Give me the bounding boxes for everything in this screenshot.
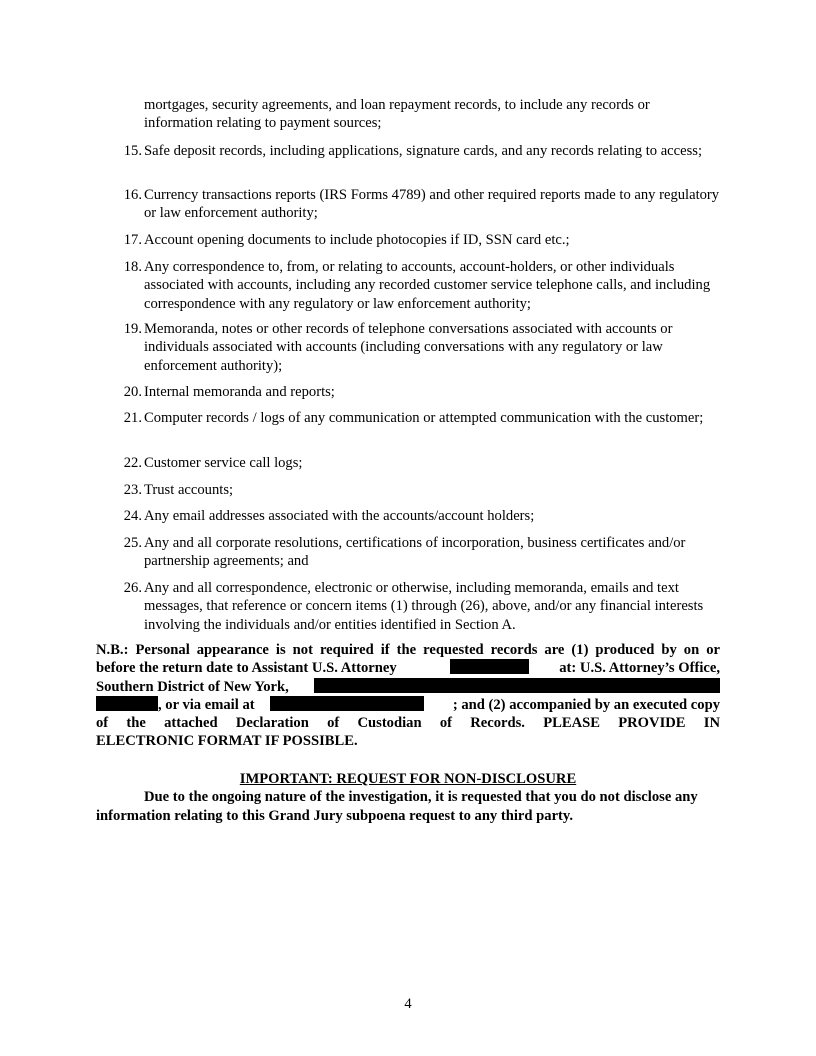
- section-heading: IMPORTANT: REQUEST FOR NON-DISCLOSURE: [239, 771, 577, 787]
- nb-text: ; and (2) accompanied by an executed copy: [452, 696, 720, 713]
- list-item-text: Any email addresses associated with the accounts/account holders;: [144, 508, 535, 524]
- nb-line: ELECTRONIC FORMAT IF POSSIBLE.: [96, 733, 358, 750]
- list-item-number: 23.: [123, 482, 142, 498]
- list-item: [123, 383, 720, 401]
- list-item-text: Customer service call logs;: [144, 455, 303, 471]
- list-item: [123, 231, 720, 249]
- list-item: [123, 507, 720, 525]
- redaction-block: [270, 696, 424, 711]
- list-item-number: 25.: [123, 535, 142, 551]
- list-item-text: Any and all correspondence, electronic or otherwise, including memoranda, emails and text messages, that reference or concern items (1) through (26), above, and/or any financial interests involving the individuals and/or entities identified in Section A.: [144, 580, 704, 633]
- list-item: [123, 320, 720, 375]
- list-item: [123, 409, 720, 427]
- list-item-number: 16.: [123, 187, 142, 203]
- list-item-text: Trust accounts;: [144, 482, 234, 498]
- list-item-text: Currency transactions reports (IRS Forms 4789) and other required reports made to any regulatory or law enforcement authority;: [144, 187, 720, 222]
- nb-line: [96, 678, 720, 696]
- list-item-number: 18.: [123, 259, 142, 275]
- list-item-text: Any correspondence to, from, or relating to accounts, account-holders, or other individuals associated with accounts, including any recorded customer service telephone calls, and including correspondence with any regulatory or law enforcement authority;: [144, 259, 711, 312]
- nb-text: at: U.S. Attorney’s Office,: [559, 660, 720, 677]
- redaction-block: [96, 696, 158, 711]
- list-item-number: 26.: [123, 580, 142, 596]
- list-item: [123, 579, 720, 634]
- list-item: [123, 481, 720, 499]
- nb-line: [96, 659, 720, 677]
- nb-line: of the attached Declaration of Custodian of Records. PLEASE PROVIDE IN: [96, 715, 720, 732]
- list-item-text: Internal memoranda and reports;: [144, 384, 335, 400]
- non-disclosure-section: [96, 770, 720, 825]
- list-item: [123, 454, 720, 472]
- nb-text: before the return date to Assistant U.S. Attorney: [96, 660, 397, 677]
- list-item: [123, 534, 720, 571]
- section-body: Due to the ongoing nature of the investigation, it is requested that you do not disclose any information relating to this Grand Jury subpoena request to any third party.: [96, 789, 698, 824]
- list-item-number: 17.: [123, 232, 142, 248]
- list-item-number: 19.: [123, 321, 142, 337]
- nb-instructions: [96, 641, 720, 751]
- nb-text: , or via email at: [158, 696, 255, 713]
- list-item: [123, 186, 720, 223]
- list-item-number: 20.: [123, 384, 142, 400]
- list-item-number: 21.: [123, 410, 142, 426]
- list-item: [123, 258, 720, 313]
- list-item-text: mortgages, security agreements, and loan repayment records, to include any records or information relating to payment sources;: [144, 97, 650, 132]
- list-item: [123, 142, 720, 160]
- nb-text: Southern District of New York,: [96, 678, 289, 695]
- list-item-text: Any and all corporate resolutions, certifications of incorporation, business certificates and/or partnership agreements; and: [144, 535, 686, 570]
- list-item-text: Account opening documents to include photocopies if ID, SSN card etc.;: [144, 232, 570, 248]
- nb-line: N.B.: Personal appearance is not required if the requested records are (1) produced by on or: [96, 642, 720, 658]
- list-item-text: Computer records / logs of any communication or attempted communication with the customer;: [144, 410, 704, 426]
- list-item: [144, 96, 720, 133]
- list-item-number: 24.: [123, 508, 142, 524]
- redaction-block: [314, 678, 720, 693]
- list-item-text: Safe deposit records, including applications, signature cards, and any records relating to access;: [144, 143, 703, 159]
- page-number: 4: [404, 996, 412, 1012]
- list-item-number: 15.: [123, 143, 142, 159]
- list-item-number: 22.: [123, 455, 142, 471]
- nb-line: [96, 696, 720, 714]
- redaction-block: [450, 659, 529, 674]
- list-item-text: Memoranda, notes or other records of telephone conversations associated with accounts or individuals associated with accounts (including conversations with any regulatory or law enforcement authority);: [144, 321, 673, 374]
